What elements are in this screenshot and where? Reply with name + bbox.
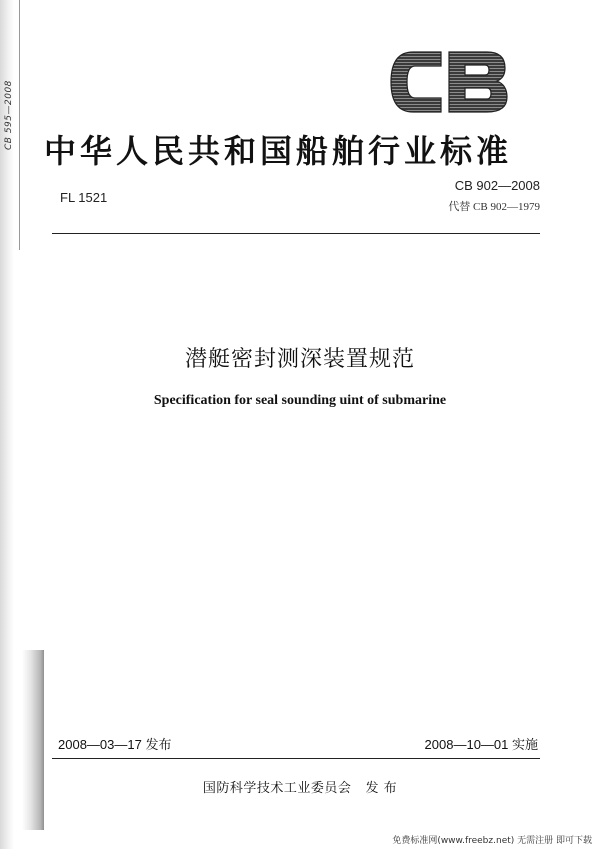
standard-number: CB 902—2008: [454, 178, 540, 193]
header-divider: [52, 233, 540, 234]
document-title-cn: 潜艇密封测深装置规范: [184, 347, 415, 372]
issue-date: 2008—03—17 发布: [58, 737, 172, 752]
publisher-name: 国防科学技术工业委员会: [202, 781, 352, 796]
logo-letter-c: [391, 52, 441, 112]
logo-letter-b: [449, 52, 507, 112]
download-note: 免费标准网(www.freebz.net) 无需注册 即可下载: [392, 836, 592, 846]
replaces-standard: 代替 CB 902—1979: [448, 201, 540, 213]
effective-date: 2008—10—01 实施: [424, 737, 538, 752]
cb-logo: [383, 44, 513, 120]
publisher-line: [0, 777, 600, 796]
publisher-action: 发 布: [365, 781, 398, 796]
page-title: 中华人民共和国船舶行业标准: [44, 132, 513, 170]
document-title-en: Specification for seal sounding uint of submarine: [153, 393, 447, 408]
scan-shadow: [22, 650, 44, 830]
fl-classification-code: FL 1521: [60, 190, 108, 205]
footer-divider: [52, 758, 540, 759]
spine-rule: [19, 0, 20, 250]
spine-code: CB 595—2008: [4, 80, 14, 150]
